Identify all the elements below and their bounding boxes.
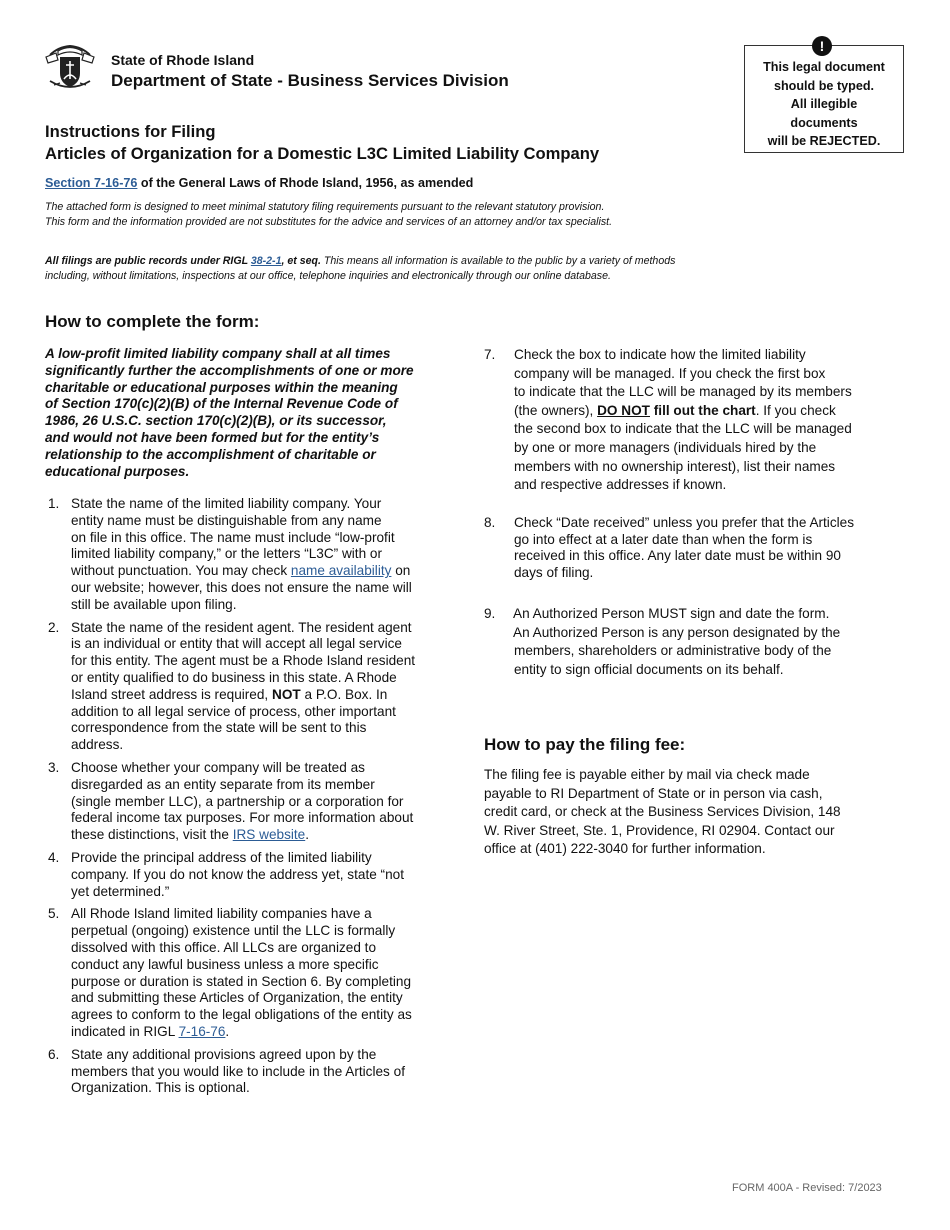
instructions-list-left: [45, 496, 470, 1103]
item-bold-text: NOT: [272, 686, 301, 702]
item-line: our website; however, this does not ensure the name will: [71, 579, 412, 595]
item-underlined-text: DO NOT: [597, 402, 650, 418]
exclamation-icon: !: [812, 36, 832, 56]
item-text: .: [305, 827, 310, 843]
lead-line: and would not have been formed but for the entity’s: [45, 429, 380, 445]
notice-line: should be typed.: [773, 78, 875, 93]
item-text: (the owners),: [514, 402, 598, 418]
item-text: . If you check: [755, 402, 836, 418]
l3c-definition: [45, 346, 475, 480]
item-line: members that you would like to include in the Articles of: [71, 1063, 405, 1079]
department-name: Department of State - Business Services Division: [111, 71, 509, 90]
how-to-complete-heading: How to complete the form:: [45, 312, 260, 331]
instruction-item-6: [45, 1047, 470, 1097]
item-line: address.: [71, 737, 124, 753]
item-line: and submitting these Articles of Organization, the entity: [71, 990, 403, 1006]
item-line: limited liability company,” or the letters “L3C” with or: [71, 546, 382, 562]
instructions-list-right: [484, 346, 914, 679]
rhode-island-seal-icon: [44, 43, 96, 91]
instruction-item-1: [45, 496, 470, 614]
lead-line: significantly further the accomplishments of one or more: [45, 362, 414, 378]
item-line: State the name of the limited liability company. Your: [71, 496, 382, 511]
irs-website-link[interactable]: IRS website: [232, 827, 306, 843]
name-availability-link[interactable]: name availability: [290, 563, 392, 579]
item-line: for this entity. The agent must be a Rhode Island resident: [71, 653, 416, 669]
item-number: 1.: [48, 496, 60, 511]
instruction-item-7: [484, 346, 914, 495]
item-line: days of filing.: [514, 565, 594, 581]
item-line: correspondence from the state will be sent to this: [71, 720, 367, 736]
item-line: (single member LLC), a partnership or a corporation for: [71, 793, 404, 809]
disclaimer-line: The attached form is designed to meet minimal statutory filing requirements pursuant to the relevant statutory provision.: [45, 201, 605, 213]
filing-fee-text: [484, 766, 914, 859]
item-line: members with no ownership interest), list their names: [514, 458, 836, 474]
public-records-text: This means all information is available to the public by a variety of methods: [320, 255, 676, 267]
item-text: on: [391, 563, 411, 579]
item-line: Provide the principal address of the limited liability: [71, 849, 372, 865]
item-line: company. If you do not know the address yet, state “not: [71, 866, 404, 882]
instruction-item-4: [45, 850, 470, 900]
item-text: a P.O. Box. In: [300, 686, 388, 702]
item-line: entity to sign official documents on its behalf.: [514, 661, 784, 677]
item-number: 6.: [48, 1046, 60, 1062]
public-records-bold: All filings are public records under RIGL: [45, 255, 251, 267]
lead-line: charitable or educational purposes within the meaning: [45, 379, 398, 395]
item-line: received in this office. Any later date must be within 90: [514, 548, 841, 564]
item-number: 3.: [48, 759, 60, 775]
pay-line: credit card, or check at the Business Services Division, 148: [484, 804, 841, 820]
pay-line: office at (401) 222-3040 for further information.: [484, 841, 766, 857]
item-line: [71, 1024, 470, 1041]
item-line: federal income tax purposes. For more information about: [71, 810, 414, 826]
typed-document-notice: [744, 45, 904, 153]
state-name: State of Rhode Island: [111, 52, 255, 68]
item-line: go into effect at a later date than when the form is: [514, 531, 813, 547]
item-line: purpose or duration is stated in Section 6. By completing: [71, 973, 412, 989]
pay-line: W. River Street, Ste. 1, Providence, RI 02904. Contact our: [484, 822, 835, 838]
how-to-pay-heading: How to pay the filing fee:: [484, 735, 686, 754]
page-subtitle: Articles of Organization for a Domestic L3C Limited Liability Company: [45, 144, 600, 163]
item-line: company will be managed. If you check the first box: [514, 365, 826, 381]
item-number: 2.: [48, 619, 60, 635]
item-line: to indicate that the LLC will be managed by its members: [514, 384, 852, 400]
item-number: 5.: [48, 906, 60, 922]
instruction-item-5: [45, 906, 470, 1040]
pay-line: payable to RI Department of State or in person via cash,: [484, 785, 823, 801]
instruction-item-9: [484, 605, 914, 679]
item-line: still be available upon filing.: [71, 596, 237, 612]
notice-line: will be REJECTED.: [767, 134, 881, 149]
item-text: these distinctions, visit the: [71, 827, 233, 843]
statute-reference: [45, 176, 473, 190]
instruction-item-2: [45, 620, 470, 754]
instruction-item-3: [45, 760, 470, 844]
public-records-line: including, without limitations, inspections at our office, telephone inquiries and electronically through our online database.: [45, 270, 611, 282]
item-line: Organization. This is optional.: [71, 1080, 250, 1096]
notice-line: This legal document: [763, 60, 885, 74]
page-title: Instructions for Filing: [45, 122, 216, 141]
item-number: 9.: [484, 605, 496, 621]
item-line: An Authorized Person is any person designated by the: [513, 624, 841, 640]
instruction-item-8: [484, 515, 914, 582]
item-line: members, shareholders or administrative body of the: [514, 643, 832, 659]
disclaimer-line: This form and the information provided are not substitutes for the advice and services of an attorney and/or tax specialist.: [45, 216, 613, 228]
item-line: on file in this office. The name must include “low-profit: [71, 529, 395, 545]
item-line: State any additional provisions agreed upon by the: [71, 1046, 377, 1062]
lead-line: 1986, 26 U.S.C. section 170(c)(2)(B), or its successor,: [45, 413, 387, 429]
item-line: yet determined.”: [71, 883, 170, 899]
rigl-7-16-76-link[interactable]: 7-16-76: [178, 1023, 226, 1039]
item-line: [71, 563, 470, 580]
item-bold-text: fill out the chart: [649, 402, 756, 418]
pay-line: The filing fee is payable either by mail via check made: [484, 767, 810, 782]
public-records-bold-suffix: , et seq.: [281, 255, 321, 267]
item-number: 4.: [48, 849, 60, 865]
item-line: Check the box to indicate how the limited liability: [514, 347, 806, 362]
item-number: 7.: [484, 347, 496, 362]
statute-reference-text: of the General Laws of Rhode Island, 1956, as amended: [137, 176, 474, 190]
item-line: entity name must be distinguishable from any name: [71, 512, 382, 528]
item-line: and respective addresses if known.: [514, 477, 727, 493]
lead-line: A low-profit limited liability company shall at all times: [45, 346, 391, 361]
item-line: perpetual (ongoing) existence until the LLC is formally: [71, 923, 396, 939]
notice-line: documents: [790, 115, 858, 130]
item-text: Island street address is required,: [71, 686, 272, 702]
item-text: without punctuation. You may check: [71, 563, 291, 579]
section-7-16-76-link[interactable]: Section 7-16-76: [45, 176, 138, 190]
lead-line: educational purposes.: [45, 463, 190, 479]
public-records-notice: [45, 254, 805, 284]
item-text: .: [225, 1023, 230, 1039]
notice-line: All illegible: [790, 97, 858, 112]
item-line: [514, 402, 914, 421]
item-line: Check “Date received” unless you prefer that the Articles: [514, 514, 855, 530]
lead-line: relationship to the accomplishment of charitable or: [45, 446, 376, 462]
item-line: Choose whether your company will be treated as: [71, 759, 365, 775]
item-line: [71, 687, 470, 704]
item-line: is an individual or entity that will accept all legal service: [71, 636, 402, 652]
item-line: agrees to conform to the legal obligations of the entity as: [71, 1007, 412, 1023]
item-line: dissolved with this office. All LLCs are organized to: [71, 939, 377, 955]
item-line: the second box to indicate that the LLC will be managed: [514, 421, 852, 437]
item-line: All Rhode Island limited liability companies have a: [71, 906, 372, 922]
item-line: An Authorized Person MUST sign and date the form.: [513, 605, 830, 621]
item-line: [71, 827, 470, 844]
item-text: indicated in RIGL: [71, 1023, 179, 1039]
disclaimer: [45, 200, 775, 230]
item-line: addition to all legal service of process, other important: [71, 703, 396, 719]
item-line: disregarded as an entity separate from its member: [71, 776, 375, 792]
item-line: by one or more managers (individuals hired by the: [514, 439, 817, 455]
rigl-38-2-1-link[interactable]: 38-2-1: [250, 255, 282, 267]
item-line: State the name of the resident agent. The resident agent: [71, 619, 412, 635]
item-number: 8.: [484, 514, 496, 530]
item-line: conduct any lawful business unless a more specific: [71, 956, 379, 972]
lead-line: of Section 170(c)(2)(B) of the Internal Revenue Code of: [45, 396, 398, 412]
item-line: or entity qualified to do business in this state. A Rhode: [71, 669, 397, 685]
form-revision-footer: FORM 400A - Revised: 7/2023: [732, 1182, 882, 1194]
